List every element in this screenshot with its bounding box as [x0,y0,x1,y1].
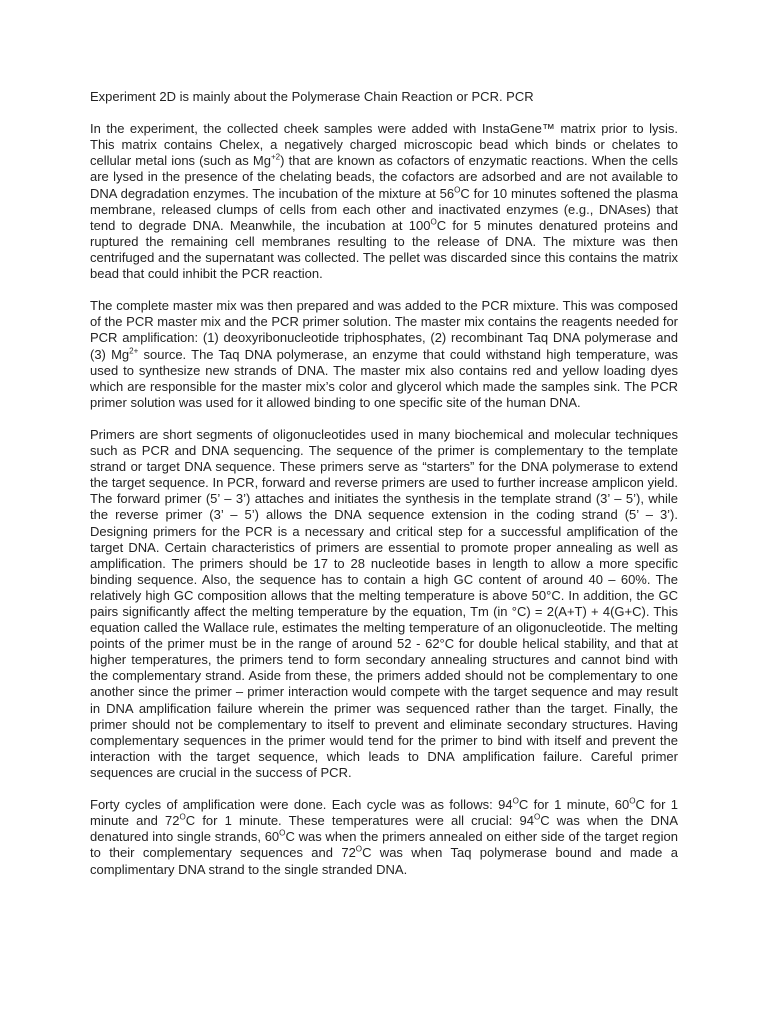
superscript-text: O [355,845,363,855]
paragraph-text: Forty cycles of amplification were done. Each cycle was as follows: 94 [90,797,513,813]
document-title: Experiment 2D is mainly about the Polymerase Chain Reaction or PCR. PCR [90,89,534,104]
paragraph-text: C was when Taq polymerase bound and made a complimentary DNA strand to the single stranded DNA. [90,845,678,877]
document-body [90,89,678,894]
paragraph-text: C for 10 minutes softened the plasma membrane, released clumps of cells from each other and inactivated enzymes (e.g., DNAses) that tend to degrade DNA. Meanwhile, the incubation at 100 [90,185,678,233]
superscript-text: O [533,812,541,822]
paragraph-text: C for 1 minute. These temperatures were all crucial: 94 [185,813,534,829]
superscript-text: O [512,796,519,806]
paragraph-text: ) that are known as cofactors of enzymatic reactions. When the cells are lysed in the presence of the chelating beads, the cofactors are adsorbed and are not available to DNA degradation enzymes. The incubation of the mixture at 56 [90,153,678,201]
paragraph-text: source. The Taq DNA polymerase, an enzyme that could withstand high temperature, was used to synthesize new strands of DNA. The master mix also contains red and yellow loading dyes which are responsible for the master mix’s color and glycerol which made the samples sink. The PCR primer solution was used for it allowed binding to one specific site of the human DNA. [90,346,679,410]
superscript-text: O [430,217,437,227]
superscript-text: +2 [270,153,281,163]
paragraph-master-mix [90,298,678,411]
superscript-text: O [454,185,461,195]
superscript-text: O [629,796,636,806]
paragraph-primers [90,427,678,781]
paragraph-text: C for 5 minutes denatured proteins and ruptured the remaining cell membranes resulting to the release of DNA. The mixture was then centrifuged and the supernatant was collected. The pellet was discarded since this contains the matrix bead that could inhibit the PCR reaction. [90,217,679,282]
superscript-text: O [279,828,286,838]
superscript-text: 2+ [129,346,139,356]
paragraph-text: In the experiment, the collected cheek samples were added with InstaGene™ matrix prior to lysis. This matrix contains Chelex, a negatively charged microscopic bead which binds or chelates to cellular metal ions (such as Mg [90,121,678,169]
superscript-text: O [179,812,186,822]
paragraph-text: C was when the DNA denatured into single strands, 60 [90,813,678,845]
paragraph-text: C for 1 minute, 60 [518,797,630,813]
paragraph-text: C was when the primers annealed on either side of the target region to their complementary sequences and 72 [90,829,678,861]
paragraph-text: C for 1 minute and 72 [90,797,679,829]
paragraph-text: The complete master mix was then prepared and was added to the PCR mixture. This was composed of the PCR master mix and the PCR primer solution. The master mix contains the reagents needed for PCR amplification: (1) deoxyribonucleotide triphosphates, (2) recombinant Taq DNA polymerase and (3) Mg [90,298,678,362]
paragraph-text: Primers are short segments of oligonucleotides used in many biochemical and molecular techniques such as PCR and DNA sequencing. The sequence of the primer is complementary to the template strand or target DNA sequence. These primers serve as “starters” for the DNA polymerase to extend the target sequence. In PCR, forward and reverse primers are used to further increase amplicon yield. The forward primer (5’ – 3’) attaches and initiates the synthesis in the template strand (3’ – 5’), while the reverse primer (3’ – 5’) allows the DNA sequence extension in the coding strand (5’ – 3’). Designing primers for the PCR is a necessary and critical step for a successful amplification of the target DNA. Certain characteristics of primers are essential to promote proper annealing as well as amplification. The primers should be 17 to 28 nucleotide bases in length to allow a more specific binding sequence. Also, the sequence has to contain a high GC content of around 40 – 60%. The relatively high GC composition allows that the melting temperature is above 50°C. In addition, the GC pairs significantly affect the melting temperature by the equation, Tm (in °C) = 2(A+T) + 4(G+C). This equation called the Wallace rule, estimates the melting temperature of an oligonucleotide. The melting points of the primer must be in the range of around 52 - 62°C for double helical stability, and that at higher temperatures, the primers tend to form secondary annealing structures and cannot bind with the complementary strand. Aside from these, the primers added should not be complementary to one another since the primer – primer interaction would compete with the target sequence and may result in DNA amplification failure wherein the primer was sequenced rather than the target. Finally, the primer should not be complementary to itself to prevent and eliminate secondary structures. Having complementary sequences in the primer would tend for the primer to bind with itself and prevent the interaction with the target sequence, which leads to DNA amplification failure. Careful primer sequences are crucial in the success of PCR. [90,426,678,780]
paragraph-instagene-lysis [90,121,678,282]
paragraph-amplification-cycles [90,797,678,877]
